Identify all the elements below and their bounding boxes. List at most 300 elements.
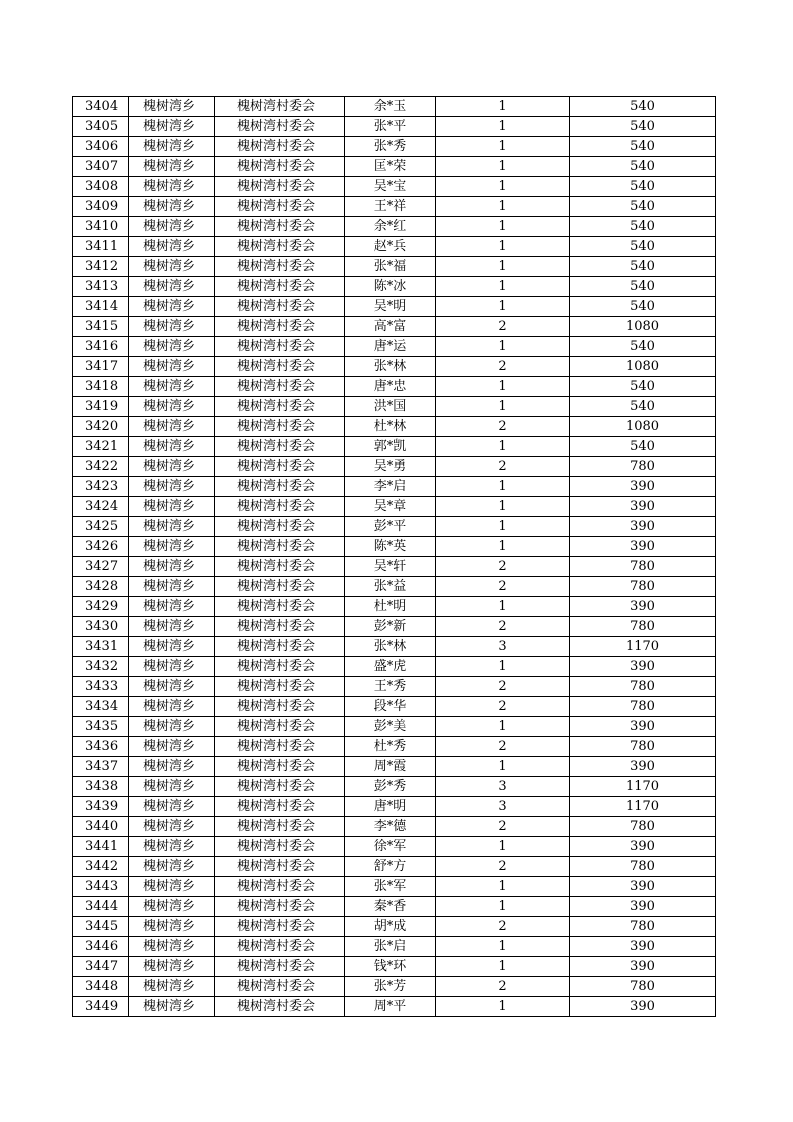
township-cell: 槐树湾乡	[129, 937, 215, 957]
record-number: 3446	[73, 937, 129, 957]
township-cell: 槐树湾乡	[129, 857, 215, 877]
record-number: 3448	[73, 977, 129, 997]
record-number: 3436	[73, 737, 129, 757]
household-count-cell: 2	[436, 857, 570, 877]
record-number: 3424	[73, 497, 129, 517]
name-cell: 唐*忠	[345, 377, 436, 397]
name-cell: 彭*新	[345, 617, 436, 637]
record-number: 3423	[73, 477, 129, 497]
village-committee-cell: 槐树湾村委会	[215, 397, 345, 417]
name-cell: 秦*香	[345, 897, 436, 917]
table-row	[73, 677, 716, 697]
household-count-cell: 1	[436, 137, 570, 157]
township-cell: 槐树湾乡	[129, 457, 215, 477]
name-cell: 彭*平	[345, 517, 436, 537]
household-count-cell: 1	[436, 437, 570, 457]
table-row	[73, 637, 716, 657]
village-committee-cell: 槐树湾村委会	[215, 637, 345, 657]
village-committee-cell: 槐树湾村委会	[215, 457, 345, 477]
village-committee-cell: 槐树湾村委会	[215, 717, 345, 737]
record-number: 3408	[73, 177, 129, 197]
village-committee-cell: 槐树湾村委会	[215, 657, 345, 677]
village-committee-cell: 槐树湾村委会	[215, 337, 345, 357]
amount-cell: 390	[570, 997, 716, 1017]
household-count-cell: 2	[436, 697, 570, 717]
village-committee-cell: 槐树湾村委会	[215, 957, 345, 977]
name-cell: 周*霞	[345, 757, 436, 777]
table-row	[73, 917, 716, 937]
table-row	[73, 257, 716, 277]
household-count-cell: 1	[436, 197, 570, 217]
household-count-cell: 1	[436, 157, 570, 177]
township-cell: 槐树湾乡	[129, 257, 215, 277]
table-row	[73, 417, 716, 437]
name-cell: 胡*成	[345, 917, 436, 937]
record-number: 3419	[73, 397, 129, 417]
name-cell: 余*红	[345, 217, 436, 237]
amount-cell: 390	[570, 937, 716, 957]
name-cell: 张*秀	[345, 137, 436, 157]
township-cell: 槐树湾乡	[129, 577, 215, 597]
household-count-cell: 1	[436, 237, 570, 257]
amount-cell: 390	[570, 897, 716, 917]
township-cell: 槐树湾乡	[129, 477, 215, 497]
name-cell: 杜*林	[345, 417, 436, 437]
village-committee-cell: 槐树湾村委会	[215, 837, 345, 857]
village-committee-cell: 槐树湾村委会	[215, 137, 345, 157]
record-number: 3439	[73, 797, 129, 817]
household-count-cell: 2	[436, 357, 570, 377]
township-cell: 槐树湾乡	[129, 697, 215, 717]
amount-cell: 780	[570, 617, 716, 637]
name-cell: 郭*凯	[345, 437, 436, 457]
record-number: 3442	[73, 857, 129, 877]
record-number: 3444	[73, 897, 129, 917]
household-count-cell: 1	[436, 517, 570, 537]
name-cell: 吴*明	[345, 297, 436, 317]
table-row	[73, 977, 716, 997]
name-cell: 张*平	[345, 117, 436, 137]
amount-cell: 780	[570, 857, 716, 877]
household-count-cell: 1	[436, 397, 570, 417]
amount-cell: 390	[570, 597, 716, 617]
table-row	[73, 797, 716, 817]
village-committee-cell: 槐树湾村委会	[215, 577, 345, 597]
household-count-cell: 1	[436, 117, 570, 137]
amount-cell: 1170	[570, 777, 716, 797]
village-committee-cell: 槐树湾村委会	[215, 917, 345, 937]
household-count-cell: 1	[436, 657, 570, 677]
township-cell: 槐树湾乡	[129, 957, 215, 977]
record-number: 3410	[73, 217, 129, 237]
township-cell: 槐树湾乡	[129, 237, 215, 257]
name-cell: 段*华	[345, 697, 436, 717]
household-count-cell: 1	[436, 937, 570, 957]
village-committee-cell: 槐树湾村委会	[215, 697, 345, 717]
name-cell: 陈*英	[345, 537, 436, 557]
name-cell: 张*林	[345, 637, 436, 657]
name-cell: 吴*轩	[345, 557, 436, 577]
table-row	[73, 117, 716, 137]
name-cell: 舒*方	[345, 857, 436, 877]
township-cell: 槐树湾乡	[129, 557, 215, 577]
household-count-cell: 1	[436, 257, 570, 277]
amount-cell: 540	[570, 277, 716, 297]
record-number: 3420	[73, 417, 129, 437]
amount-cell: 390	[570, 877, 716, 897]
table-row	[73, 97, 716, 117]
name-cell: 高*富	[345, 317, 436, 337]
township-cell: 槐树湾乡	[129, 777, 215, 797]
amount-cell: 1080	[570, 417, 716, 437]
township-cell: 槐树湾乡	[129, 317, 215, 337]
township-cell: 槐树湾乡	[129, 97, 215, 117]
township-cell: 槐树湾乡	[129, 677, 215, 697]
table-row	[73, 237, 716, 257]
table-row	[73, 617, 716, 637]
record-number: 3417	[73, 357, 129, 377]
township-cell: 槐树湾乡	[129, 137, 215, 157]
table-row	[73, 137, 716, 157]
village-committee-cell: 槐树湾村委会	[215, 597, 345, 617]
table-row	[73, 717, 716, 737]
table-row	[73, 777, 716, 797]
amount-cell: 390	[570, 837, 716, 857]
record-number: 3443	[73, 877, 129, 897]
record-number: 3449	[73, 997, 129, 1017]
village-committee-cell: 槐树湾村委会	[215, 417, 345, 437]
village-committee-cell: 槐树湾村委会	[215, 537, 345, 557]
village-committee-cell: 槐树湾村委会	[215, 737, 345, 757]
table-row	[73, 297, 716, 317]
village-committee-cell: 槐树湾村委会	[215, 857, 345, 877]
village-committee-cell: 槐树湾村委会	[215, 357, 345, 377]
name-cell: 彭*美	[345, 717, 436, 737]
table-row	[73, 477, 716, 497]
name-cell: 王*秀	[345, 677, 436, 697]
household-count-cell: 1	[436, 177, 570, 197]
table-row	[73, 937, 716, 957]
village-committee-cell: 槐树湾村委会	[215, 277, 345, 297]
name-cell: 李*德	[345, 817, 436, 837]
township-cell: 槐树湾乡	[129, 217, 215, 237]
household-count-cell: 1	[436, 877, 570, 897]
table-row	[73, 377, 716, 397]
household-count-cell: 1	[436, 297, 570, 317]
village-committee-cell: 槐树湾村委会	[215, 377, 345, 397]
table-row	[73, 877, 716, 897]
record-number: 3405	[73, 117, 129, 137]
amount-cell: 390	[570, 957, 716, 977]
amount-cell: 540	[570, 177, 716, 197]
record-number: 3415	[73, 317, 129, 337]
table-body	[73, 97, 716, 1017]
table-row	[73, 517, 716, 537]
amount-cell: 780	[570, 817, 716, 837]
table-row	[73, 217, 716, 237]
household-count-cell: 1	[436, 757, 570, 777]
name-cell: 余*玉	[345, 97, 436, 117]
name-cell: 赵*兵	[345, 237, 436, 257]
name-cell: 吴*章	[345, 497, 436, 517]
amount-cell: 390	[570, 497, 716, 517]
name-cell: 杜*明	[345, 597, 436, 617]
amount-cell: 1080	[570, 317, 716, 337]
township-cell: 槐树湾乡	[129, 837, 215, 857]
village-committee-cell: 槐树湾村委会	[215, 157, 345, 177]
record-number: 3429	[73, 597, 129, 617]
amount-cell: 540	[570, 217, 716, 237]
name-cell: 张*林	[345, 357, 436, 377]
amount-cell: 540	[570, 97, 716, 117]
household-count-cell: 1	[436, 377, 570, 397]
record-number: 3414	[73, 297, 129, 317]
township-cell: 槐树湾乡	[129, 657, 215, 677]
record-number: 3435	[73, 717, 129, 737]
name-cell: 徐*军	[345, 837, 436, 857]
amount-cell: 780	[570, 697, 716, 717]
amount-cell: 780	[570, 917, 716, 937]
amount-cell: 540	[570, 257, 716, 277]
table-row	[73, 577, 716, 597]
name-cell: 张*芳	[345, 977, 436, 997]
village-committee-cell: 槐树湾村委会	[215, 497, 345, 517]
household-count-cell: 1	[436, 837, 570, 857]
record-number: 3432	[73, 657, 129, 677]
amount-cell: 1080	[570, 357, 716, 377]
household-count-cell: 1	[436, 897, 570, 917]
name-cell: 张*启	[345, 937, 436, 957]
record-number: 3427	[73, 557, 129, 577]
table-row	[73, 597, 716, 617]
township-cell: 槐树湾乡	[129, 977, 215, 997]
township-cell: 槐树湾乡	[129, 157, 215, 177]
amount-cell: 540	[570, 137, 716, 157]
table-row	[73, 177, 716, 197]
table-row	[73, 157, 716, 177]
household-count-cell: 1	[436, 217, 570, 237]
township-cell: 槐树湾乡	[129, 757, 215, 777]
table-row	[73, 817, 716, 837]
township-cell: 槐树湾乡	[129, 737, 215, 757]
township-cell: 槐树湾乡	[129, 797, 215, 817]
amount-cell: 540	[570, 377, 716, 397]
record-number: 3407	[73, 157, 129, 177]
township-cell: 槐树湾乡	[129, 637, 215, 657]
record-number: 3433	[73, 677, 129, 697]
table-row	[73, 737, 716, 757]
household-count-cell: 2	[436, 557, 570, 577]
name-cell: 张*福	[345, 257, 436, 277]
household-count-cell: 2	[436, 677, 570, 697]
amount-cell: 1170	[570, 637, 716, 657]
household-count-cell: 1	[436, 597, 570, 617]
record-number: 3422	[73, 457, 129, 477]
township-cell: 槐树湾乡	[129, 597, 215, 617]
township-cell: 槐树湾乡	[129, 617, 215, 637]
table-row	[73, 437, 716, 457]
township-cell: 槐树湾乡	[129, 897, 215, 917]
record-number: 3437	[73, 757, 129, 777]
table-row	[73, 497, 716, 517]
village-committee-cell: 槐树湾村委会	[215, 797, 345, 817]
record-number: 3428	[73, 577, 129, 597]
name-cell: 陈*冰	[345, 277, 436, 297]
amount-cell: 540	[570, 157, 716, 177]
amount-cell: 780	[570, 557, 716, 577]
table-row	[73, 557, 716, 577]
name-cell: 洪*国	[345, 397, 436, 417]
name-cell: 李*启	[345, 477, 436, 497]
township-cell: 槐树湾乡	[129, 377, 215, 397]
household-count-cell: 2	[436, 977, 570, 997]
table-row	[73, 397, 716, 417]
amount-cell: 390	[570, 717, 716, 737]
name-cell: 盛*虎	[345, 657, 436, 677]
township-cell: 槐树湾乡	[129, 277, 215, 297]
village-committee-cell: 槐树湾村委会	[215, 757, 345, 777]
village-committee-cell: 槐树湾村委会	[215, 677, 345, 697]
amount-cell: 390	[570, 537, 716, 557]
household-count-cell: 3	[436, 637, 570, 657]
record-number: 3447	[73, 957, 129, 977]
village-committee-cell: 槐树湾村委会	[215, 877, 345, 897]
amount-cell: 390	[570, 477, 716, 497]
village-committee-cell: 槐树湾村委会	[215, 617, 345, 637]
village-committee-cell: 槐树湾村委会	[215, 517, 345, 537]
village-committee-cell: 槐树湾村委会	[215, 437, 345, 457]
township-cell: 槐树湾乡	[129, 997, 215, 1017]
name-cell: 唐*明	[345, 797, 436, 817]
household-count-cell: 2	[436, 457, 570, 477]
table-row	[73, 197, 716, 217]
household-count-cell: 1	[436, 337, 570, 357]
table-row	[73, 317, 716, 337]
township-cell: 槐树湾乡	[129, 117, 215, 137]
table-row	[73, 957, 716, 977]
village-committee-cell: 槐树湾村委会	[215, 977, 345, 997]
amount-cell: 540	[570, 237, 716, 257]
household-count-cell: 2	[436, 617, 570, 637]
household-count-cell: 1	[436, 477, 570, 497]
record-number: 3425	[73, 517, 129, 537]
record-number: 3440	[73, 817, 129, 837]
name-cell: 张*军	[345, 877, 436, 897]
amount-cell: 540	[570, 117, 716, 137]
table-row	[73, 657, 716, 677]
village-committee-cell: 槐树湾村委会	[215, 817, 345, 837]
table-row	[73, 857, 716, 877]
township-cell: 槐树湾乡	[129, 877, 215, 897]
name-cell: 彭*秀	[345, 777, 436, 797]
village-committee-cell: 槐树湾村委会	[215, 297, 345, 317]
amount-cell: 540	[570, 197, 716, 217]
village-committee-cell: 槐树湾村委会	[215, 217, 345, 237]
township-cell: 槐树湾乡	[129, 357, 215, 377]
village-committee-cell: 槐树湾村委会	[215, 777, 345, 797]
table-row	[73, 897, 716, 917]
village-committee-cell: 槐树湾村委会	[215, 937, 345, 957]
amount-cell: 780	[570, 737, 716, 757]
household-count-cell: 1	[436, 997, 570, 1017]
household-count-cell: 2	[436, 817, 570, 837]
record-number: 3426	[73, 537, 129, 557]
household-count-cell: 1	[436, 957, 570, 977]
amount-cell: 540	[570, 437, 716, 457]
township-cell: 槐树湾乡	[129, 297, 215, 317]
township-cell: 槐树湾乡	[129, 417, 215, 437]
village-committee-cell: 槐树湾村委会	[215, 197, 345, 217]
household-count-cell: 2	[436, 737, 570, 757]
amount-cell: 390	[570, 657, 716, 677]
name-cell: 张*益	[345, 577, 436, 597]
village-committee-cell: 槐树湾村委会	[215, 317, 345, 337]
name-cell: 钱*环	[345, 957, 436, 977]
table-row	[73, 457, 716, 477]
amount-cell: 540	[570, 337, 716, 357]
record-number: 3445	[73, 917, 129, 937]
village-committee-cell: 槐树湾村委会	[215, 257, 345, 277]
township-cell: 槐树湾乡	[129, 817, 215, 837]
village-committee-cell: 槐树湾村委会	[215, 237, 345, 257]
township-cell: 槐树湾乡	[129, 537, 215, 557]
amount-cell: 540	[570, 297, 716, 317]
township-cell: 槐树湾乡	[129, 397, 215, 417]
name-cell: 吴*宝	[345, 177, 436, 197]
household-count-cell: 2	[436, 417, 570, 437]
record-number: 3404	[73, 97, 129, 117]
amount-cell: 780	[570, 677, 716, 697]
amount-cell: 540	[570, 397, 716, 417]
record-number: 3431	[73, 637, 129, 657]
household-count-cell: 3	[436, 777, 570, 797]
township-cell: 槐树湾乡	[129, 437, 215, 457]
township-cell: 槐树湾乡	[129, 197, 215, 217]
village-committee-cell: 槐树湾村委会	[215, 897, 345, 917]
township-cell: 槐树湾乡	[129, 517, 215, 537]
record-number: 3441	[73, 837, 129, 857]
village-committee-cell: 槐树湾村委会	[215, 117, 345, 137]
name-cell: 周*平	[345, 997, 436, 1017]
table-row	[73, 697, 716, 717]
table-row	[73, 757, 716, 777]
village-committee-cell: 槐树湾村委会	[215, 997, 345, 1017]
record-number: 3418	[73, 377, 129, 397]
village-committee-cell: 槐树湾村委会	[215, 557, 345, 577]
table-row	[73, 357, 716, 377]
table-row	[73, 337, 716, 357]
table-row	[73, 537, 716, 557]
village-committee-cell: 槐树湾村委会	[215, 477, 345, 497]
township-cell: 槐树湾乡	[129, 497, 215, 517]
village-committee-cell: 槐树湾村委会	[215, 177, 345, 197]
record-number: 3406	[73, 137, 129, 157]
household-count-cell: 2	[436, 577, 570, 597]
record-number: 3413	[73, 277, 129, 297]
amount-cell: 780	[570, 457, 716, 477]
township-cell: 槐树湾乡	[129, 337, 215, 357]
table-row	[73, 277, 716, 297]
record-number: 3411	[73, 237, 129, 257]
amount-cell: 390	[570, 517, 716, 537]
household-count-cell: 2	[436, 317, 570, 337]
record-number: 3409	[73, 197, 129, 217]
township-cell: 槐树湾乡	[129, 917, 215, 937]
household-count-cell: 3	[436, 797, 570, 817]
table-row	[73, 997, 716, 1017]
township-cell: 槐树湾乡	[129, 717, 215, 737]
table-row	[73, 837, 716, 857]
